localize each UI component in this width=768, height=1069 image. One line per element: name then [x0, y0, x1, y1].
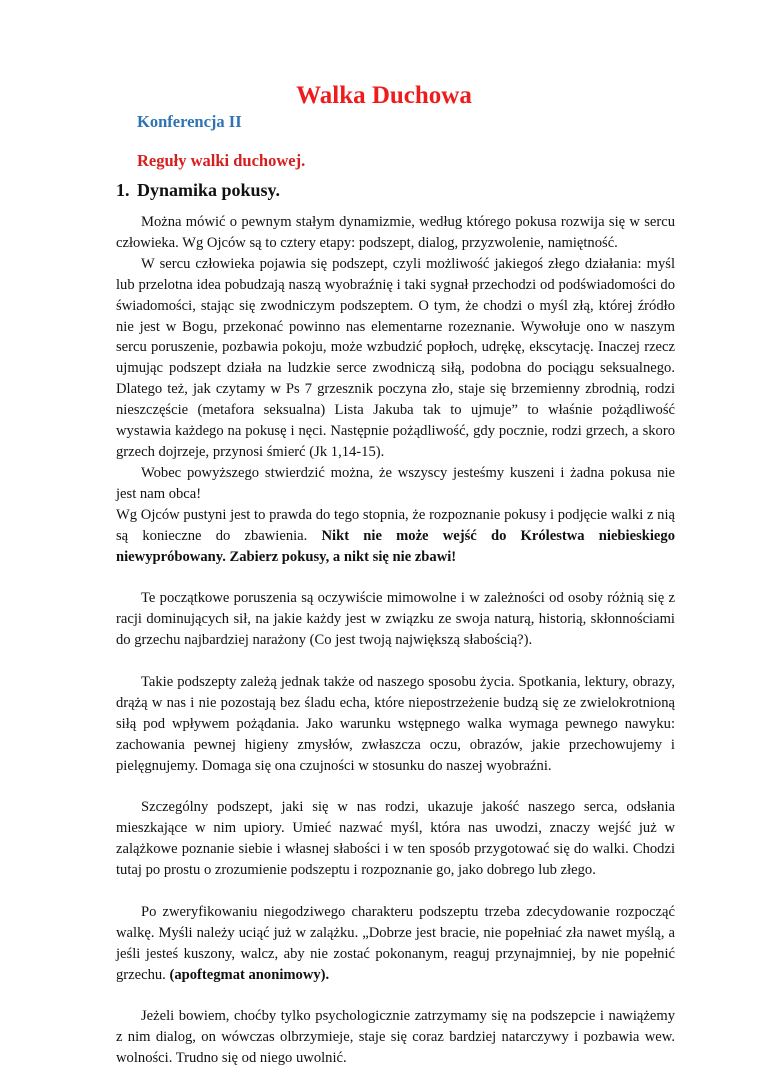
paragraph-bold-citation: (apoftegmat anonimowy). [169, 966, 330, 983]
section-subtitle: Reguły walki duchowej. [137, 151, 306, 170]
document-body [116, 212, 675, 1069]
paragraph-bold-quote: Nikt nie może wejść do Królestwa niebieskiego niewypróbowany. Zabierz pokusy, a nikt się nie zbawi! [116, 527, 676, 565]
paragraph [116, 505, 675, 568]
paragraph: Szczególny podszept, jaki się w nas rodzi, ukazuje jakość naszego serca, odsłania mieszkające w nim upiory. Umieć nazwać myśl, która nas uwodzi, znaczy wejść już w zalążkowe poznanie siebie i własnej słabości i w ten sposób przygotować się do walki. Chodzi tutaj po prostu o zrozumienie podszeptu i rozpoznanie go, jako dobrego lub złego. [116, 799, 675, 879]
paragraph: Jeżeli bowiem, choćby tylko psychologicznie zatrzymamy się na podszepcie i nawiążemy z nim dialog, on wówczas olbrzymieje, staje się coraz bardziej natarczywy i pozbawia wew. wolności. Trudno się od niego uwolnić. [116, 1008, 675, 1067]
paragraph-text: Po zweryfikowaniu niegodziwego charakteru podszeptu trzeba zdecydowanie rozpocząć walkę. Myśli należy uciąć już w zalążku. „Dobrze jest bracie, nie popełniać zła nawet myślą, a jeśli jesteś kuszony, walcz, aby nie zostać pokonanym, reaguj przynajmniej, by nie popełnić grzechu. [116, 903, 675, 983]
paragraph: W sercu człowieka pojawia się podszept, czyli możliwość jakiegoś złego działania: myśl lub przelotna idea pobudzają naszą wyobraźnię i taki sygnał przechodzi od podświadomości do świadomości, stając się zwodniczym podszeptem. O tym, że chodzi o myśl złą, której źródło nie jest w Bogu, przekonać powinno nas elementarne rozeznanie. Wywołuje ono w naszym sercu poruszenie, pozbawia pokoju, może wzbudzić popłoch, udrękę, ekscytację. Inaczej rzecz ujmując podszept działa na ludzkie serce zwodniczą siłą, podobna do pociągu seksualnego. Dlatego też, jak czytamy w Ps 7 grzesznik poczyna zło, staje się brzemienny zbrodnią, rodzi nieszczęście (metafora seksualna) Lista Jakuba tak to ujmuje” to właśnie pożądliwość wystawia każdego na pokusę i nęci. Następnie pożądliwość, gdy pocznie, rodzi grzech, a skoro grzech dojrzeje, przynosi śmierć (Jk 1,14-15). [116, 255, 675, 460]
paragraph: Wobec powyższego stwierdzić można, że wszyscy jesteśmy kuszeni i żadna pokusa nie jest nam obca! [116, 464, 675, 502]
section-heading [116, 180, 280, 201]
paragraph-text: Wg Ojców pustyni jest to prawda do tego stopnia, że rozpoznanie pokusy i podjęcie walki z nią są konieczne do zbawienia. [116, 506, 675, 544]
document-title: Walka Duchowa [296, 82, 472, 109]
paragraph: Takie podszepty zależą jednak także od naszego sposobu życia. Spotkania, lektury, obrazy, drążą w nas i nie pozostają bez śladu echa, które niepostrzeżenie budzą się ze zwielokrotnioną siłą pod wpływem pożądania. Jako warunku wstępnego walka wymaga pewnego nawyku: zachowania pewnej higieny zmysłów, zwłaszcza oczu, obrazów, jakie przechowujemy i pielęgnujemy. Domaga się ona czujności w stosunku do naszej wyobraźni. [116, 673, 675, 774]
section-heading-text: Dynamika pokusy. [137, 180, 281, 200]
section-number: 1. [116, 180, 130, 200]
conference-label: Konferencja II [137, 112, 242, 131]
paragraph: Można mówić o pewnym stałym dynamizmie, według którego pokusa rozwija się w sercu człowieka. Wg Ojców są to cztery etapy: podszept, dialog, przyzwolenie, namiętność. [116, 214, 675, 251]
paragraph [116, 902, 675, 986]
paragraph: Te początkowe poruszenia są oczywiście mimowolne i w zależności od osoby różnią się z racji dominujących sił, na jakie każdy jest w związku ze swoja naturą, historią, skłonnościami do grzechu najbardziej narażony (Co jest twoją największą słabością?). [116, 590, 675, 649]
